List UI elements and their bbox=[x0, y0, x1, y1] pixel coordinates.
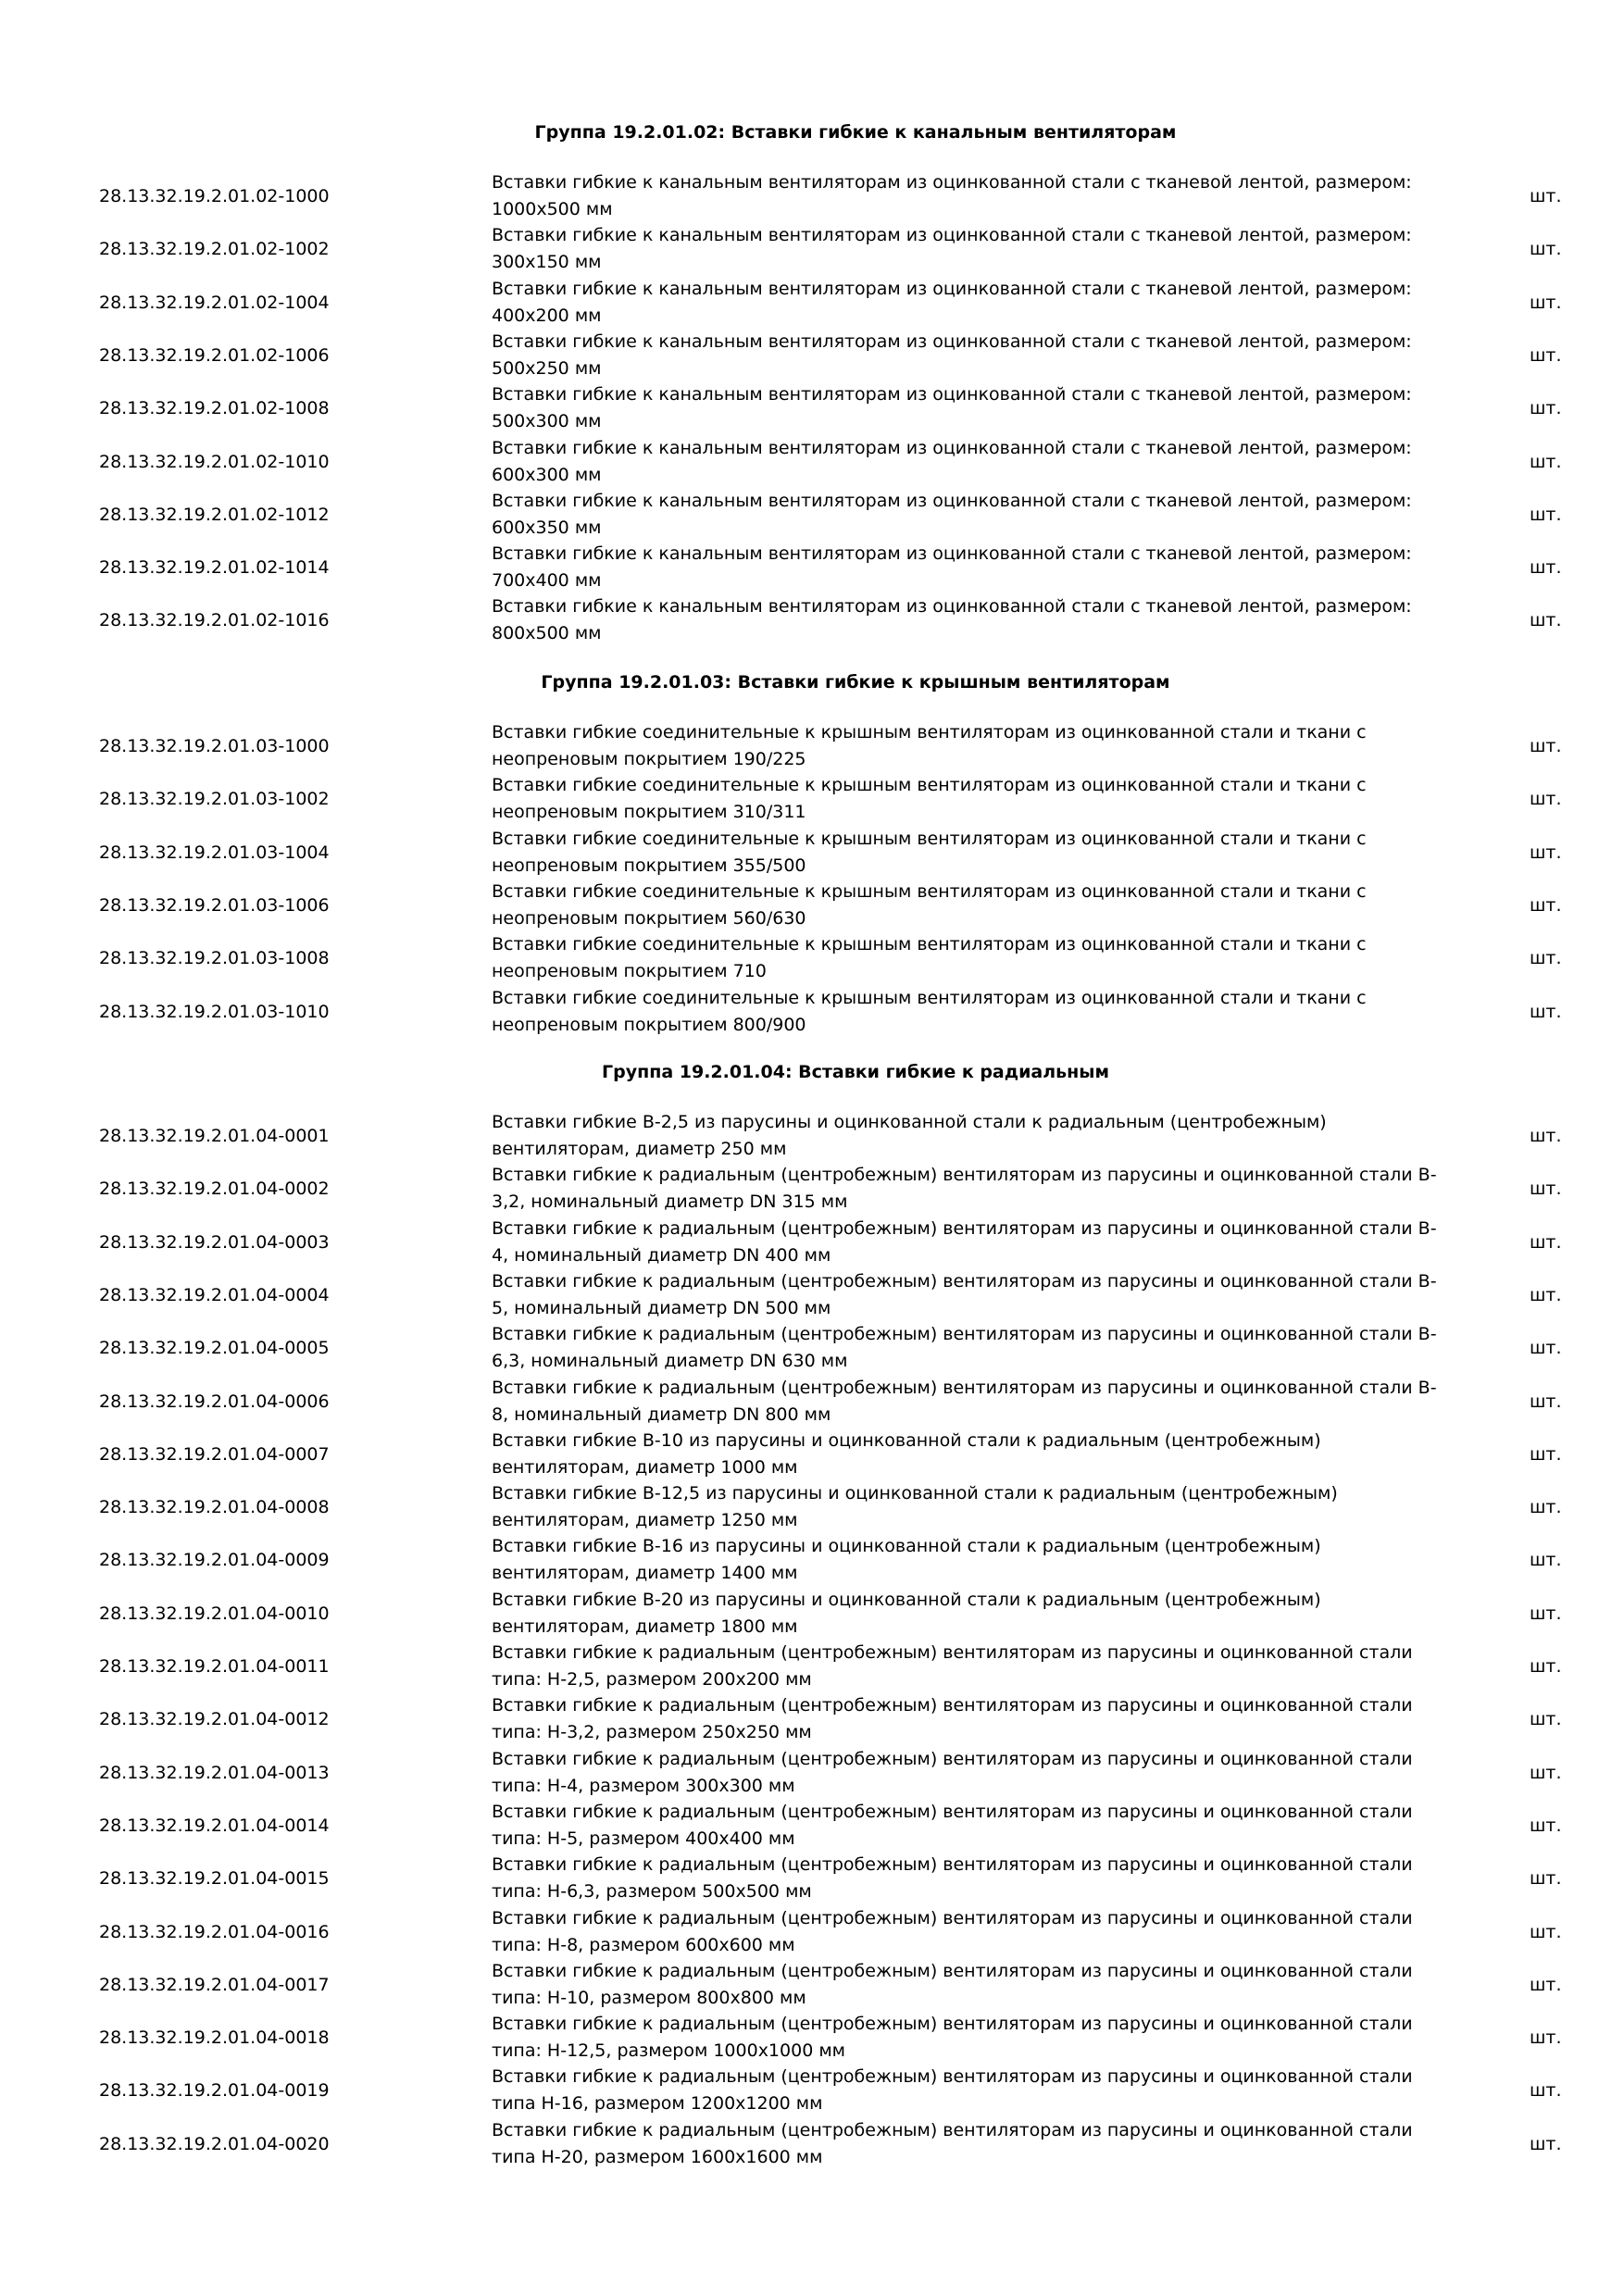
item-description-line2: 400х200 мм bbox=[492, 305, 602, 326]
item-description-line2: типа: Н-4, размером 300х300 мм bbox=[492, 1775, 795, 1796]
item-description-line2: типа: Н-12,5, размером 1000х1000 мм bbox=[492, 2040, 845, 2062]
item-unit: шт. bbox=[1530, 292, 1562, 313]
item-description-line2: 3,2, номинальный диаметр DN 315 мм bbox=[492, 1192, 848, 1213]
item-description bbox=[492, 826, 1418, 880]
item-code: 28.13.32.19.2.01.02-1012 bbox=[99, 504, 330, 525]
item-description-line1: Вставки гибкие к радиальным (центробежным) вентиляторам из парусины и оцинкованной стали bbox=[492, 1748, 1413, 1769]
item-unit: шт. bbox=[1530, 1815, 1562, 1836]
item-description bbox=[492, 719, 1418, 773]
item-unit: шт. bbox=[1530, 1974, 1562, 1995]
item-description-line1: Вставки гибкие к канальным вентиляторам из оцинкованной стали с тканевой лентой, размером: bbox=[492, 543, 1412, 565]
table-row bbox=[0, 1852, 1624, 1905]
item-code: 28.13.32.19.2.01.04-0009 bbox=[99, 1550, 330, 1571]
item-description-line2: 8, номинальный диаметр DN 800 мм bbox=[492, 1404, 831, 1425]
item-unit: шт. bbox=[1530, 1179, 1562, 1200]
item-description-line1: Вставки гибкие к радиальным (центробежным) вентиляторам из парусины и оцинкованной стали bbox=[492, 1854, 1413, 1876]
table-row bbox=[0, 826, 1624, 880]
item-code: 28.13.32.19.2.01.02-1010 bbox=[99, 451, 330, 472]
item-unit: шт. bbox=[1530, 842, 1562, 863]
item-description-line2: типа Н-20, размером 1600х1600 мм bbox=[492, 2146, 823, 2167]
item-description bbox=[492, 1109, 1418, 1163]
item-description-line1: Вставки гибкие к радиальным (центробежным) вентиляторам из парусины и оцинкованной стали В- bbox=[492, 1324, 1437, 1345]
item-code: 28.13.32.19.2.01.04-0018 bbox=[99, 2028, 330, 2049]
item-description bbox=[492, 1640, 1418, 1693]
item-description bbox=[492, 329, 1418, 382]
item-code: 28.13.32.19.2.01.03-1006 bbox=[99, 894, 330, 916]
item-code: 28.13.32.19.2.01.04-0005 bbox=[99, 1338, 330, 1359]
item-unit: шт. bbox=[1530, 1603, 1562, 1624]
item-code: 28.13.32.19.2.01.02-1014 bbox=[99, 557, 330, 579]
item-unit: шт. bbox=[1530, 2133, 1562, 2154]
item-unit: шт. bbox=[1530, 1709, 1562, 1730]
item-code: 28.13.32.19.2.01.04-0004 bbox=[99, 1284, 330, 1305]
item-description bbox=[492, 222, 1418, 276]
item-unit: шт. bbox=[1530, 1868, 1562, 1890]
item-code: 28.13.32.19.2.01.04-0007 bbox=[99, 1443, 330, 1465]
table-row bbox=[0, 329, 1624, 382]
item-description-line2: 6,3, номинальный диаметр DN 630 мм bbox=[492, 1351, 848, 1372]
item-description-line2: вентиляторам, диаметр 1250 мм bbox=[492, 1510, 798, 1531]
item-unit: шт. bbox=[1530, 504, 1562, 525]
item-unit: шт. bbox=[1530, 1231, 1562, 1253]
item-description bbox=[492, 2064, 1418, 2117]
item-code: 28.13.32.19.2.01.03-1000 bbox=[99, 736, 330, 756]
item-unit: шт. bbox=[1530, 1443, 1562, 1465]
table-row bbox=[0, 1958, 1624, 2012]
item-description-line2: 300х150 мм bbox=[492, 252, 602, 273]
item-description-line2: неопреновым покрытием 710 bbox=[492, 961, 767, 982]
item-description-line1: Вставки гибкие В-20 из парусины и оцинкованной стали к радиальным (центробежным) bbox=[492, 1589, 1321, 1610]
item-description-line1: Вставки гибкие В-2,5 из парусины и оцинкованной стали к радиальным (центробежным) bbox=[492, 1112, 1327, 1132]
item-code: 28.13.32.19.2.01.03-1004 bbox=[99, 842, 330, 863]
item-description bbox=[492, 879, 1418, 932]
item-unit: шт. bbox=[1530, 894, 1562, 916]
item-description-line2: типа: Н-6,3, размером 500х500 мм bbox=[492, 1881, 812, 1903]
item-description-line1: Вставки гибкие к канальным вентиляторам из оцинкованной стали с тканевой лентой, размером: bbox=[492, 596, 1412, 618]
item-description-line1: Вставки гибкие к радиальным (центробежным) вентиляторам из парусины и оцинкованной стали В- bbox=[492, 1217, 1437, 1239]
table-row bbox=[0, 593, 1624, 647]
group-title: Группа 19.2.01.02: Вставки гибкие к канальным вентиляторам bbox=[534, 122, 1177, 143]
item-unit: шт. bbox=[1530, 2080, 1562, 2102]
item-description bbox=[492, 276, 1418, 330]
item-unit: шт. bbox=[1530, 398, 1562, 419]
table-row bbox=[0, 772, 1624, 826]
table-row bbox=[0, 1216, 1624, 1269]
item-description-line2: 600х300 мм bbox=[492, 464, 602, 485]
table-row bbox=[0, 2117, 1624, 2171]
item-code: 28.13.32.19.2.01.04-0020 bbox=[99, 2133, 330, 2154]
item-description-line2: 1000х500 мм bbox=[492, 199, 613, 219]
item-description-line1: Вставки гибкие соединительные к крышным вентиляторам из оцинкованной стали и ткани с bbox=[492, 722, 1367, 742]
item-description-line2: типа: Н-3,2, размером 250х250 мм bbox=[492, 1722, 812, 1743]
item-unit: шт. bbox=[1530, 1001, 1562, 1022]
item-description-line1: Вставки гибкие к радиальным (центробежным) вентиляторам из парусины и оцинкованной стали В- bbox=[492, 1165, 1437, 1186]
item-description-line2: 500х300 мм bbox=[492, 411, 602, 432]
item-description-line1: Вставки гибкие к радиальным (центробежным) вентиляторам из парусины и оцинкованной стали bbox=[492, 2066, 1413, 2088]
table-row bbox=[0, 1905, 1624, 1959]
item-description bbox=[492, 985, 1418, 1039]
table-row bbox=[0, 222, 1624, 276]
item-code: 28.13.32.19.2.01.04-0012 bbox=[99, 1709, 330, 1730]
table-row bbox=[0, 1746, 1624, 1800]
item-description-line1: Вставки гибкие соединительные к крышным вентиляторам из оцинкованной стали и ткани с bbox=[492, 987, 1367, 1008]
item-description-line1: Вставки гибкие В-16 из парусины и оцинкованной стали к радиальным (центробежным) bbox=[492, 1536, 1321, 1557]
item-description-line2: неопреновым покрытием 560/630 bbox=[492, 907, 806, 929]
item-unit: шт. bbox=[1530, 186, 1562, 206]
item-description-line1: Вставки гибкие к радиальным (центробежным) вентиляторам из парусины и оцинкованной стали bbox=[492, 1801, 1413, 1822]
item-description-line1: Вставки гибкие В-10 из парусины и оцинкованной стали к радиальным (центробежным) bbox=[492, 1429, 1321, 1451]
item-description-line2: 700х400 мм bbox=[492, 570, 602, 592]
item-unit: шт. bbox=[1530, 1921, 1562, 1942]
item-description-line1: Вставки гибкие к радиальным (центробежным) вентиляторам из парусины и оцинкованной стали bbox=[492, 2119, 1413, 2140]
item-description-line1: Вставки гибкие к радиальным (центробежным) вентиляторам из парусины и оцинкованной стали bbox=[492, 1907, 1413, 1928]
item-description bbox=[492, 169, 1418, 223]
item-description-line1: Вставки гибкие к канальным вентиляторам из оцинкованной стали с тканевой лентой, размером: bbox=[492, 437, 1412, 458]
table-row bbox=[0, 1692, 1624, 1746]
item-code: 28.13.32.19.2.01.03-1002 bbox=[99, 789, 330, 810]
item-description bbox=[492, 1375, 1437, 1429]
item-description-line1: Вставки гибкие соединительные к крышным вентиляторам из оцинкованной стали и ткани с bbox=[492, 880, 1367, 902]
item-code: 28.13.32.19.2.01.02-1006 bbox=[99, 344, 330, 366]
item-description-line2: типа: Н-8, размером 600х600 мм bbox=[492, 1934, 795, 1955]
item-code: 28.13.32.19.2.01.04-0003 bbox=[99, 1231, 330, 1253]
item-code: 28.13.32.19.2.01.04-0002 bbox=[99, 1179, 330, 1200]
item-unit: шт. bbox=[1530, 736, 1562, 756]
item-code: 28.13.32.19.2.01.04-0014 bbox=[99, 1815, 330, 1836]
item-unit: шт. bbox=[1530, 1126, 1562, 1146]
item-description bbox=[492, 2011, 1418, 2065]
item-code: 28.13.32.19.2.01.02-1000 bbox=[99, 186, 330, 206]
item-description-line2: вентиляторам, диаметр 1000 мм bbox=[492, 1456, 798, 1478]
item-code: 28.13.32.19.2.01.02-1016 bbox=[99, 610, 330, 631]
item-description bbox=[492, 1799, 1418, 1853]
group-title: Группа 19.2.01.03: Вставки гибкие к крышным вентиляторам bbox=[541, 672, 1170, 693]
item-description-line2: 600х350 мм bbox=[492, 517, 602, 538]
item-code: 28.13.32.19.2.01.04-0019 bbox=[99, 2080, 330, 2102]
item-description-line1: Вставки гибкие к радиальным (центробежным) вентиляторам из парусины и оцинкованной стали bbox=[492, 1960, 1413, 1981]
item-unit: шт. bbox=[1530, 557, 1562, 579]
item-description-line2: вентиляторам, диаметр 1800 мм bbox=[492, 1616, 798, 1637]
table-row bbox=[0, 541, 1624, 594]
table-row bbox=[0, 1640, 1624, 1693]
item-description bbox=[492, 2117, 1418, 2171]
item-description-line1: Вставки гибкие соединительные к крышным вентиляторам из оцинкованной стали и ткани с bbox=[492, 775, 1367, 796]
item-description bbox=[492, 593, 1418, 647]
item-code: 28.13.32.19.2.01.04-0016 bbox=[99, 1921, 330, 1942]
item-unit: шт. bbox=[1530, 239, 1562, 260]
item-code: 28.13.32.19.2.01.02-1002 bbox=[99, 239, 330, 260]
item-description-line1: Вставки гибкие к канальным вентиляторам из оцинкованной стали с тканевой лентой, размером: bbox=[492, 490, 1412, 511]
item-description bbox=[492, 1162, 1437, 1216]
table-row bbox=[0, 1268, 1624, 1322]
table-row bbox=[0, 879, 1624, 932]
item-unit: шт. bbox=[1530, 1550, 1562, 1571]
item-code: 28.13.32.19.2.01.03-1008 bbox=[99, 948, 330, 969]
item-description bbox=[492, 488, 1418, 542]
table-row bbox=[0, 1587, 1624, 1641]
item-unit: шт. bbox=[1530, 451, 1562, 472]
item-unit: шт. bbox=[1530, 1762, 1562, 1783]
table-row bbox=[0, 169, 1624, 223]
item-description-line1: Вставки гибкие соединительные к крышным вентиляторам из оцинкованной стали и ткани с bbox=[492, 828, 1367, 849]
table-row bbox=[0, 1533, 1624, 1587]
item-description-line2: 4, номинальный диаметр DN 400 мм bbox=[492, 1244, 831, 1266]
item-description bbox=[492, 931, 1418, 985]
item-description bbox=[492, 1958, 1418, 2012]
table-row bbox=[0, 1109, 1624, 1163]
item-unit: шт. bbox=[1530, 1497, 1562, 1518]
item-description bbox=[492, 541, 1418, 594]
item-unit: шт. bbox=[1530, 1656, 1562, 1677]
item-description bbox=[492, 772, 1418, 826]
item-code: 28.13.32.19.2.01.04-0008 bbox=[99, 1497, 330, 1518]
item-description-line1: Вставки гибкие к радиальным (центробежным) вентиляторам из парусины и оцинкованной стали bbox=[492, 2014, 1413, 2035]
item-description-line2: типа Н-16, размером 1200х1200 мм bbox=[492, 2093, 823, 2115]
item-description-line2: неопреновым покрытием 190/225 bbox=[492, 749, 806, 769]
item-description bbox=[492, 1533, 1418, 1587]
item-code: 28.13.32.19.2.01.04-0010 bbox=[99, 1603, 330, 1624]
item-code: 28.13.32.19.2.01.04-0001 bbox=[99, 1126, 330, 1146]
table-row bbox=[0, 1375, 1624, 1429]
table-row bbox=[0, 1799, 1624, 1853]
item-code: 28.13.32.19.2.01.04-0006 bbox=[99, 1391, 330, 1412]
item-code: 28.13.32.19.2.01.04-0015 bbox=[99, 1868, 330, 1890]
item-unit: шт. bbox=[1530, 1391, 1562, 1412]
item-description-line2: вентиляторам, диаметр 250 мм bbox=[492, 1139, 787, 1159]
item-description bbox=[492, 1692, 1418, 1746]
item-description-line1: Вставки гибкие к канальным вентиляторам из оцинкованной стали с тканевой лентой, размером: bbox=[492, 225, 1412, 246]
item-description bbox=[492, 1480, 1418, 1534]
table-row bbox=[0, 1162, 1624, 1216]
item-description-line1: Вставки гибкие к радиальным (центробежным) вентиляторам из парусины и оцинкованной стали В- bbox=[492, 1377, 1437, 1398]
item-code: 28.13.32.19.2.01.03-1010 bbox=[99, 1001, 330, 1022]
item-description-line1: Вставки гибкие к радиальным (центробежным) вентиляторам из парусины и оцинкованной стали В- bbox=[492, 1270, 1437, 1292]
item-description-line1: Вставки гибкие к радиальным (центробежным) вентиляторам из парусины и оцинкованной стали bbox=[492, 1642, 1413, 1663]
table-row bbox=[0, 488, 1624, 542]
table-row bbox=[0, 719, 1624, 773]
item-description-line2: вентиляторам, диаметр 1400 мм bbox=[492, 1563, 798, 1584]
item-unit: шт. bbox=[1530, 1338, 1562, 1359]
item-description-line2: неопреновым покрытием 355/500 bbox=[492, 855, 806, 876]
item-description-line2: 500х250 мм bbox=[492, 357, 602, 379]
item-unit: шт. bbox=[1530, 789, 1562, 810]
item-description-line2: неопреновым покрытием 800/900 bbox=[492, 1014, 806, 1035]
table-row bbox=[0, 2064, 1624, 2117]
item-description-line1: Вставки гибкие к радиальным (центробежным) вентиляторам из парусины и оцинкованной стали bbox=[492, 1695, 1413, 1716]
item-description bbox=[492, 381, 1418, 435]
item-code: 28.13.32.19.2.01.04-0017 bbox=[99, 1974, 330, 1995]
item-description-line1: Вставки гибкие к канальным вентиляторам из оцинкованной стали с тканевой лентой, размером: bbox=[492, 278, 1412, 299]
item-description-line2: неопреновым покрытием 310/311 bbox=[492, 802, 806, 823]
table-row bbox=[0, 1428, 1624, 1481]
item-description-line2: типа: Н-2,5, размером 200х200 мм bbox=[492, 1669, 812, 1690]
item-code: 28.13.32.19.2.01.04-0013 bbox=[99, 1762, 330, 1783]
item-description bbox=[492, 1587, 1418, 1641]
item-description-line2: типа: Н-10, размером 800х800 мм bbox=[492, 1987, 806, 2008]
item-description-line1: Вставки гибкие к канальным вентиляторам из оцинкованной стали с тканевой лентой, размером: bbox=[492, 172, 1412, 193]
item-description-line2: типа: Н-5, размером 400х400 мм bbox=[492, 1828, 795, 1849]
item-description bbox=[492, 1905, 1418, 1959]
item-description bbox=[492, 1216, 1437, 1269]
item-unit: шт. bbox=[1530, 1284, 1562, 1305]
item-description-line1: Вставки гибкие В-12,5 из парусины и оцинкованной стали к радиальным (центробежным) bbox=[492, 1483, 1338, 1504]
table-row bbox=[0, 381, 1624, 435]
item-unit: шт. bbox=[1530, 344, 1562, 366]
item-description-line1: Вставки гибкие соединительные к крышным вентиляторам из оцинкованной стали и ткани с bbox=[492, 934, 1367, 955]
item-code: 28.13.32.19.2.01.04-0011 bbox=[99, 1656, 330, 1677]
item-description-line1: Вставки гибкие к канальным вентиляторам из оцинкованной стали с тканевой лентой, размером: bbox=[492, 331, 1412, 352]
table-row bbox=[0, 1480, 1624, 1534]
table-row bbox=[0, 276, 1624, 330]
table-row bbox=[0, 1321, 1624, 1375]
item-description-line2: 800х500 мм bbox=[492, 623, 602, 644]
table-row bbox=[0, 931, 1624, 985]
group-title: Группа 19.2.01.04: Вставки гибкие к радиальным bbox=[601, 1062, 1109, 1082]
table-row bbox=[0, 985, 1624, 1039]
table-row bbox=[0, 435, 1624, 489]
item-description bbox=[492, 1852, 1418, 1905]
table-row bbox=[0, 2011, 1624, 2065]
item-description bbox=[492, 1268, 1437, 1322]
item-description bbox=[492, 435, 1418, 489]
item-description bbox=[492, 1428, 1418, 1481]
item-description-line2: 5, номинальный диаметр DN 500 мм bbox=[492, 1297, 831, 1318]
item-code: 28.13.32.19.2.01.02-1004 bbox=[99, 292, 330, 313]
item-description-line1: Вставки гибкие к канальным вентиляторам из оцинкованной стали с тканевой лентой, размером: bbox=[492, 384, 1412, 406]
item-unit: шт. bbox=[1530, 948, 1562, 969]
item-description bbox=[492, 1746, 1418, 1800]
item-unit: шт. bbox=[1530, 610, 1562, 631]
item-description bbox=[492, 1321, 1437, 1375]
item-unit: шт. bbox=[1530, 2028, 1562, 2049]
item-code: 28.13.32.19.2.01.02-1008 bbox=[99, 398, 330, 419]
